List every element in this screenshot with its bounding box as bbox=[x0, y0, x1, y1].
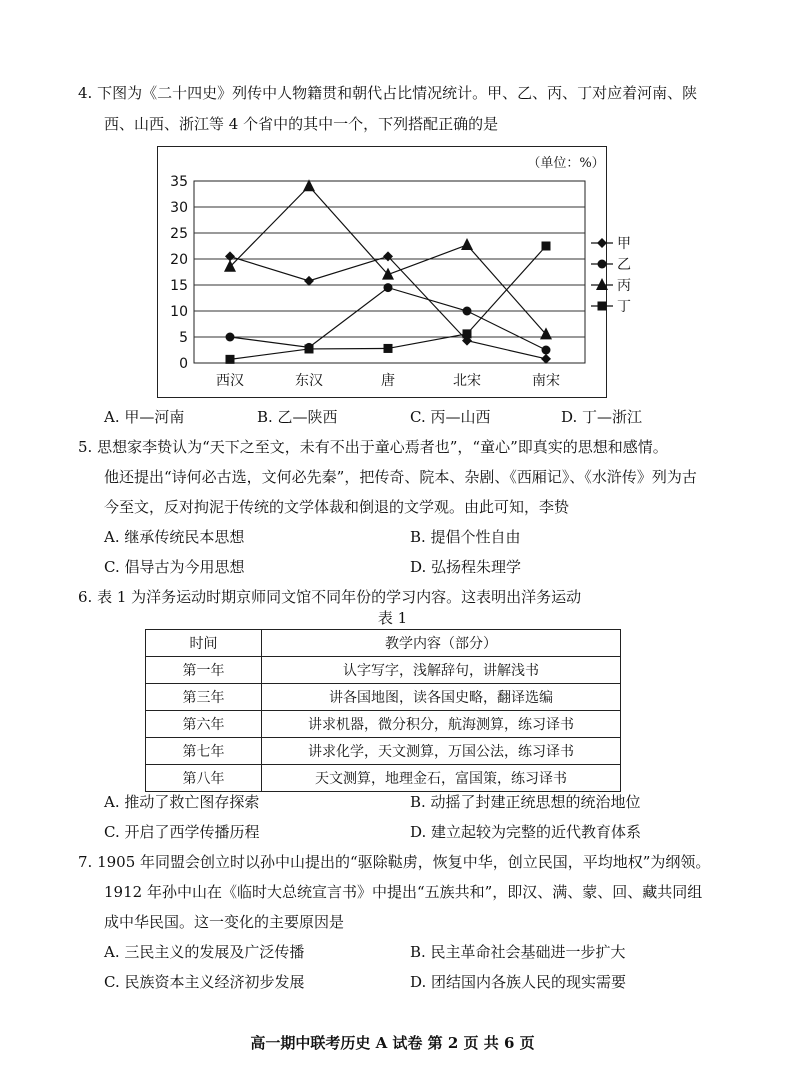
data-point-diamond bbox=[541, 354, 551, 364]
q4-stem-line2: 西、山西、浙江等 4 个省中的其中一个，下列搭配正确的是 bbox=[104, 115, 499, 133]
q5-stem-line3: 今至文，反对拘泥于传统的文学体裁和倒退的文学观。由此可知，李贽 bbox=[104, 498, 570, 516]
table-cell-year: 第七年 bbox=[146, 738, 262, 765]
q6-option-b: B. 动摇了封建正统思想的统治地位 bbox=[410, 793, 641, 811]
y-tick-label: 30 bbox=[170, 200, 188, 216]
data-point-circle bbox=[226, 333, 235, 342]
q6-option-a: A. 推动了救亡图存探索 bbox=[104, 793, 260, 811]
table-cell-year: 第六年 bbox=[146, 711, 262, 738]
legend-marker-diamond bbox=[597, 238, 607, 248]
q5-stem-line2: 他还提出“诗何必古选，文何必先秦”，把传奇、院本、杂剧、《西厢记》、《水浒传》列为古 bbox=[104, 468, 697, 486]
x-tick-label: 北宋 bbox=[453, 373, 481, 389]
q7-stem-line2: 1912 年孙中山在《临时大总统宣言书》中提出“五族共和”，即汉、满、蒙、回、藏共同组 bbox=[104, 883, 703, 901]
legend-label: 丁 bbox=[617, 299, 631, 315]
legend-label: 丙 bbox=[617, 278, 631, 294]
legend-label: 甲 bbox=[617, 236, 631, 252]
q4-stem-line1: 4. 下图为《二十四史》列传中人物籍贯和朝代占比情况统计。甲、乙、丙、丁对应着河南、陕 bbox=[78, 84, 698, 102]
y-tick-label: 10 bbox=[170, 304, 188, 320]
table-cell-year: 第一年 bbox=[146, 657, 262, 684]
q4-option-c: C. 丙—山西 bbox=[410, 408, 491, 426]
y-tick-label: 20 bbox=[170, 252, 188, 268]
data-point-triangle bbox=[224, 260, 236, 272]
q6-stem-line1: 6. 表 1 为洋务运动时期京师同文馆不同年份的学习内容。这表明出洋务运动 bbox=[78, 588, 582, 606]
q5-stem-line1: 5. 思想家李贽认为“天下之至文，未有不出于童心焉者也”，“童心”即真实的思想和感情。 bbox=[78, 438, 668, 456]
table-cell-year: 第八年 bbox=[146, 765, 262, 792]
q5-option-c: C. 倡导古为今用思想 bbox=[104, 558, 245, 576]
series-line-circle bbox=[230, 288, 546, 350]
data-point-square bbox=[463, 329, 472, 338]
table-header-content: 教学内容（部分） bbox=[262, 630, 621, 657]
q5-option-a: A. 继承传统民本思想 bbox=[104, 528, 245, 546]
curriculum-table bbox=[145, 629, 621, 792]
y-tick-label: 15 bbox=[170, 278, 188, 294]
data-point-square bbox=[226, 355, 235, 364]
legend-label: 乙 bbox=[617, 257, 631, 273]
q4-option-a: A. 甲—河南 bbox=[104, 408, 185, 426]
data-point-square bbox=[305, 344, 314, 353]
data-point-diamond bbox=[304, 276, 314, 286]
table-cell-content: 认字写字，浅解辞句，讲解浅书 bbox=[262, 657, 621, 684]
data-point-square bbox=[542, 242, 551, 251]
q7-option-c: C. 民族资本主义经济初步发展 bbox=[104, 973, 305, 991]
line-chart bbox=[158, 147, 631, 399]
table-row bbox=[146, 738, 621, 765]
table-row bbox=[146, 711, 621, 738]
q4-option-b: B. 乙—陕西 bbox=[257, 408, 338, 426]
table-caption: 表 1 bbox=[377, 609, 408, 627]
data-point-triangle bbox=[461, 238, 473, 250]
q7-option-d: D. 团结国内各族人民的现实需要 bbox=[410, 973, 627, 991]
table-header-time: 时间 bbox=[146, 630, 262, 657]
data-point-circle bbox=[542, 346, 551, 355]
y-tick-label: 5 bbox=[179, 330, 188, 346]
y-tick-label: 25 bbox=[170, 226, 188, 242]
q7-option-a: A. 三民主义的发展及广泛传播 bbox=[104, 943, 305, 961]
q5-option-d: D. 弘扬程朱理学 bbox=[410, 558, 522, 576]
table-cell-year: 第三年 bbox=[146, 684, 262, 711]
data-point-circle bbox=[463, 307, 472, 316]
data-point-circle bbox=[384, 283, 393, 292]
table-header-row bbox=[146, 630, 621, 657]
legend-marker-triangle bbox=[596, 278, 608, 290]
page-footer: 高一期中联考历史 A 试卷 第 2 页 共 6 页 bbox=[250, 1034, 535, 1052]
q7-stem-line1: 7. 1905 年同盟会创立时以孙中山提出的“驱除鞑虏，恢复中华，创立民国，平均地权”为纲领。 bbox=[78, 853, 711, 871]
table-cell-content: 讲求化学，天文测算，万国公法，练习译书 bbox=[262, 738, 621, 765]
unit-note: （单位：%） bbox=[527, 156, 605, 171]
series-line-square bbox=[230, 246, 546, 359]
q5-option-b: B. 提倡个性自由 bbox=[410, 528, 521, 546]
q7-stem-line3: 成中华民国。这一变化的主要原因是 bbox=[104, 913, 345, 931]
data-point-square bbox=[384, 344, 393, 353]
legend-marker-circle bbox=[598, 260, 607, 269]
y-tick-label: 0 bbox=[179, 356, 188, 372]
table-cell-content: 天文测算，地理金石，富国策，练习译书 bbox=[262, 765, 621, 792]
q4-option-d: D. 丁—浙江 bbox=[561, 408, 643, 426]
table-cell-content: 讲求机器，微分积分，航海测算，练习译书 bbox=[262, 711, 621, 738]
chart-frame bbox=[157, 146, 631, 398]
x-tick-label: 东汉 bbox=[295, 373, 323, 389]
table-cell-content: 讲各国地图，读各国史略，翻译选编 bbox=[262, 684, 621, 711]
x-tick-label: 南宋 bbox=[532, 373, 560, 389]
table-row bbox=[146, 765, 621, 792]
x-tick-label: 唐 bbox=[381, 373, 395, 389]
q7-option-b: B. 民主革命社会基础进一步扩大 bbox=[410, 943, 626, 961]
table-row bbox=[146, 684, 621, 711]
y-tick-label: 35 bbox=[170, 174, 188, 190]
legend-marker-square bbox=[598, 302, 607, 311]
table-row bbox=[146, 657, 621, 684]
x-tick-label: 西汉 bbox=[216, 373, 244, 389]
q6-option-d: D. 建立起较为完整的近代教育体系 bbox=[410, 823, 642, 841]
q6-option-c: C. 开启了西学传播历程 bbox=[104, 823, 260, 841]
